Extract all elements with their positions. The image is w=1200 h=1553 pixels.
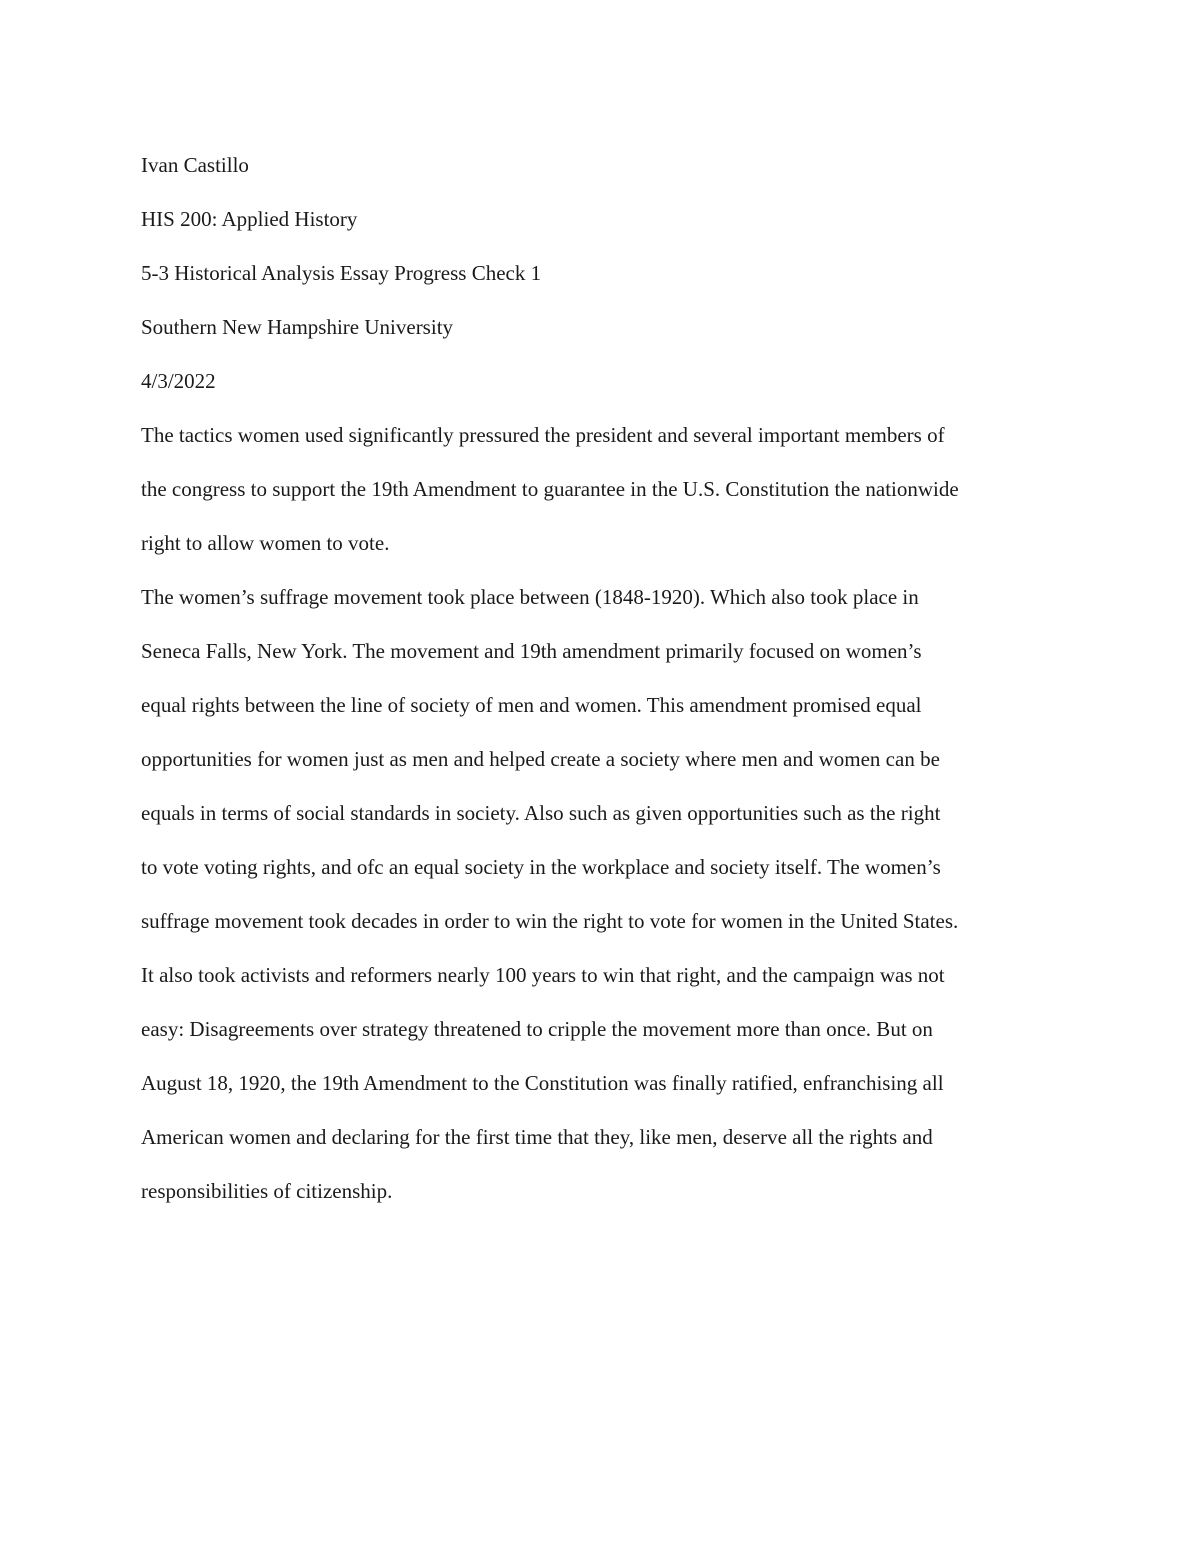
course-title: HIS 200: Applied History [141,207,358,231]
thesis-paragraph [141,408,1071,570]
thesis-line: the congress to support the 19th Amendment to guarantee in the U.S. Constitution the nationwide [141,477,959,501]
body-line: easy: Disagreements over strategy threatened to cripple the movement more than once. But on [141,1017,933,1041]
body-line: responsibilities of citizenship. [141,1179,393,1203]
thesis-line: The tactics women used significantly pressured the president and several important members of [141,423,945,447]
body-paragraph [141,570,1071,1218]
assignment-title: 5-3 Historical Analysis Essay Progress Check 1 [141,261,542,285]
essay-content [141,138,1071,1218]
body-line: suffrage movement took decades in order to win the right to vote for women in the United States. [141,909,959,933]
body-line: The women’s suffrage movement took place between (1848-1920). Which also took place in [141,585,919,609]
body-line: equals in terms of social standards in society. Also such as given opportunities such as the right [141,801,941,825]
body-line: Seneca Falls, New York. The movement and 19th amendment primarily focused on women’s [141,639,922,663]
body-line: to vote voting rights, and ofc an equal society in the workplace and society itself. The women’s [141,855,941,879]
body-line: It also took activists and reformers nearly 100 years to win that right, and the campaign was not [141,963,945,987]
body-line: equal rights between the line of society of men and women. This amendment promised equal [141,693,922,717]
submission-date: 4/3/2022 [141,369,216,393]
student-name: Ivan Castillo [141,153,249,177]
body-line: American women and declaring for the first time that they, like men, deserve all the rights and [141,1125,933,1149]
institution-name: Southern New Hampshire University [141,315,454,339]
thesis-line: right to allow women to vote. [141,531,390,555]
body-line: August 18, 1920, the 19th Amendment to the Constitution was finally ratified, enfranchising all [141,1071,944,1095]
body-line: opportunities for women just as men and helped create a society where men and women can be [141,747,940,771]
